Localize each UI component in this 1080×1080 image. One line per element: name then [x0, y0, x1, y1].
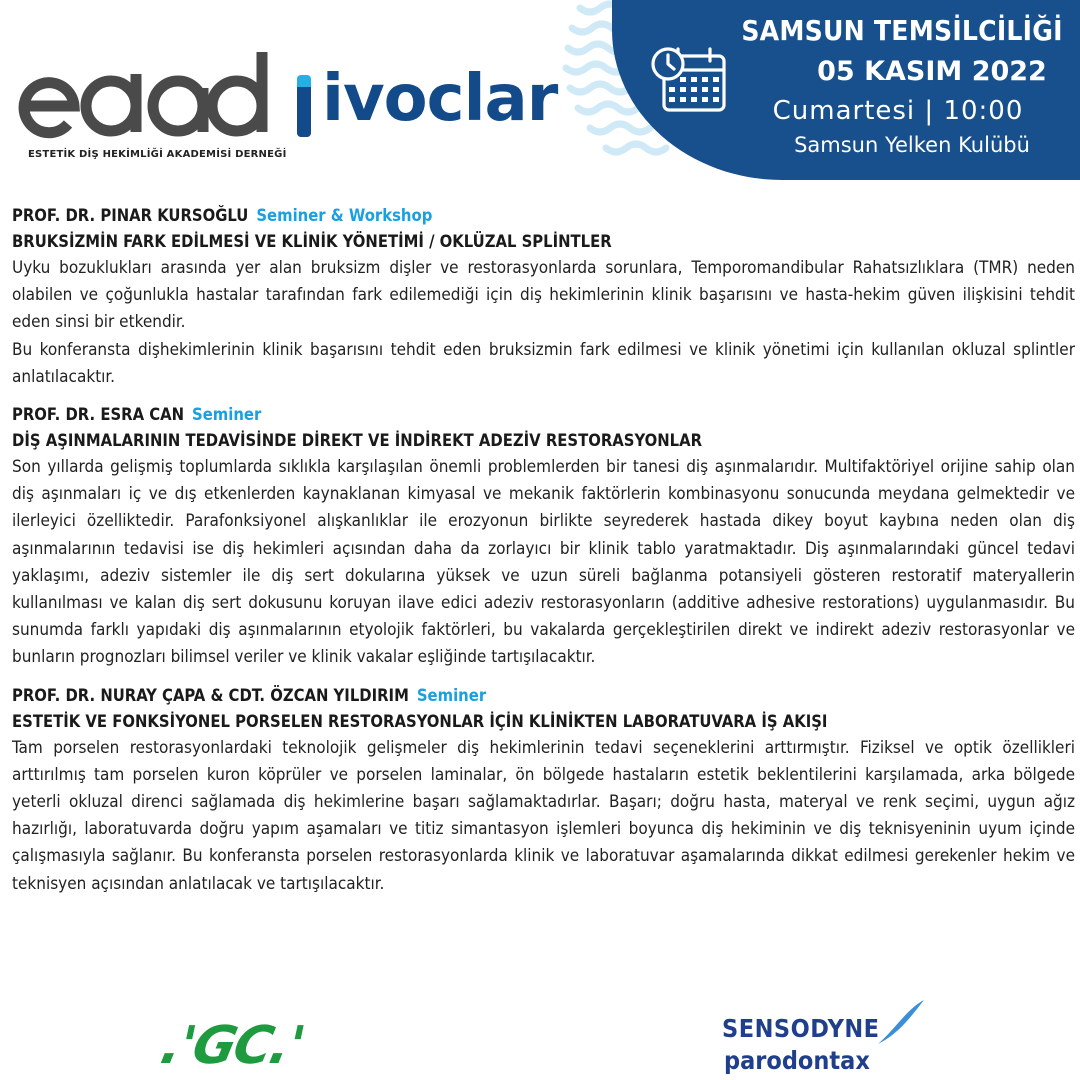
- session-type: Seminer: [416, 685, 487, 705]
- seminar-list: [12, 203, 1075, 909]
- speaker-line: [12, 402, 1075, 427]
- event-venue: Samsun Yelken Kulübü: [794, 133, 1030, 157]
- session-type: Seminer: [192, 405, 262, 425]
- edad-logo: [18, 48, 278, 148]
- description-paragraph: Tam porselen restorasyonlardaki teknolojik gelişmeler diş hekimlerinin tedavi seçeneklerini arttırmıştır. Fiziksel ve optik özellikleri arttırılmış tam porselen kuron köprüler ve porselen laminalar, ön bölgede hastaların estetik beklentilerini karşılamada, arka bölgede yeterli okluzal direnci sağlamada diş hekimlerine başarı sağlamaktadırlar. Başarı; doğru hasta, materyal ve renk seçimi, uygun ağız hazırlığı, laboratuvarda doğru yapım aşamaları ve titiz simantasyon işlemleri boyunca diş hekiminin ve diş teknisyeninin uyum içinde çalışmasıyla sağlanır. Bu konferansta porselen restorasyonlarda klinik ve laboratuvar aşamalarında dikkat edilmesi gerekenler hekim ve teknisyen açısından anlatılacak ve tartışılacaktır.: [12, 737, 1075, 894]
- sensodyne-logo: SENSODYNE: [722, 1014, 880, 1043]
- parodontax-logo: parodontax: [724, 1046, 870, 1075]
- seminar-description: [12, 454, 1075, 672]
- header: [0, 0, 1080, 190]
- speaker-name: PROF. DR. PINAR KURSOĞLU: [12, 206, 249, 225]
- description-paragraph: Son yıllarda gelişmiş toplumlarda sıklıkla karşılaşılan önemli problemlerden bir tanesi diş aşınmalarıdır. Multifaktöriyel orijine sahip olan diş aşınmaları iç ve dış etkenlerden kaynaklanan kimyasal ve mekanik faktörlerin kombinasyonu sonucunda meydana gelmektedir ve ilerleyici özelliktedir. Parafonksiyonel alışkanlıklar ile erozyonun birlikte seyrederek hastada dikey boyut kaybına neden olan diş aşınmalarının tedavisi ise diş hekimleri açısından daha da zorlayıcı bir klinik tablo yaratmaktadır. Diş aşınmalarındaki güncel tedavi yaklaşımı, adeziv sistemler ile diş sert dokularına yüksek ve uzun süreli bağlanma potansiyeli gösteren restoratif materyallerin kullanılması ve kalan diş sert dokusunu koruyan ilave edici adeziv restorasyonların (additive adhesive restorations) uygulanmasıdır. Bu sunumda farklı yapıdaki diş aşınmalarının etyolojik faktörleri, bu vakalarda gerçekleştirilen direkt ve indirekt adeziv restorasyonlar ve bunların prognozları bilimsel veriler ve klinik vakalar eşliğinde tartışılacaktır.: [12, 457, 1075, 668]
- seminar-description: [12, 255, 1075, 391]
- gc-logo: .'GC.': [155, 1016, 309, 1076]
- session-type: Seminer & Workshop: [256, 206, 433, 225]
- ivoclar-mark-icon: [297, 75, 311, 137]
- seminar-topic: ESTETİK VE FONKSİYONEL PORSELEN RESTORASYONLAR İÇİN KLİNİKTEN LABORATUVARA İŞ AKIŞI: [12, 711, 828, 731]
- seminar-topic: BRUKSİZMİN FARK EDİLMESİ VE KLİNİK YÖNETİMİ / OKLÜZAL SPLİNTLER: [12, 232, 612, 251]
- seminar-section: [12, 683, 1075, 898]
- event-banner: [612, 0, 1080, 180]
- seminar-topic: DİŞ AŞINMALARININ TEDAVİSİNDE DİREKT VE İNDİREKT ADEZİV RESTORASYONLAR: [12, 431, 703, 451]
- calendar-clock-icon: [650, 44, 730, 116]
- seminar-section: [12, 402, 1075, 672]
- speaker-name: PROF. DR. NURAY ÇAPA & CDT. ÖZCAN YILDIRIM: [12, 685, 409, 705]
- edad-subtitle: ESTETİK DİŞ HEKİMLİĞİ AKADEMİSİ DERNEĞİ: [28, 149, 287, 160]
- speaker-line: [12, 683, 1075, 708]
- speaker-name: PROF. DR. ESRA CAN: [12, 405, 185, 425]
- event-time: Cumartesi | 10:00: [772, 96, 1024, 126]
- seminar-section: [12, 203, 1075, 391]
- description-paragraph: Uyku bozuklukları arasında yer alan bruksizm dişler ve restorasyonlarda sorunlara, Temporomandibular Rahatsızlıklara (TMR) neden olabilen ve çoğunlukla hastalar tarafından fark edilemediği için diş hekimlerinin klinik başarısını ve hasta-hekim güven ilişkisini tehdit eden sinsi bir etkendir.: [12, 258, 1075, 333]
- ivoclar-logo: ivoclar: [322, 62, 558, 136]
- description-paragraph: Bu konferansta dişhekimlerinin klinik başarısını tehdit eden bruksizmin fark edilmesi ve klinik yönetimi için kullanılan okluzal splintler anlatılacaktır.: [12, 339, 1075, 387]
- seminar-description: [12, 735, 1075, 898]
- banner-title: SAMSUN TEMSİLCİLİĞİ: [741, 14, 1063, 47]
- speaker-line: [12, 203, 1075, 228]
- event-date: 05 KASIM 2022: [817, 56, 1047, 87]
